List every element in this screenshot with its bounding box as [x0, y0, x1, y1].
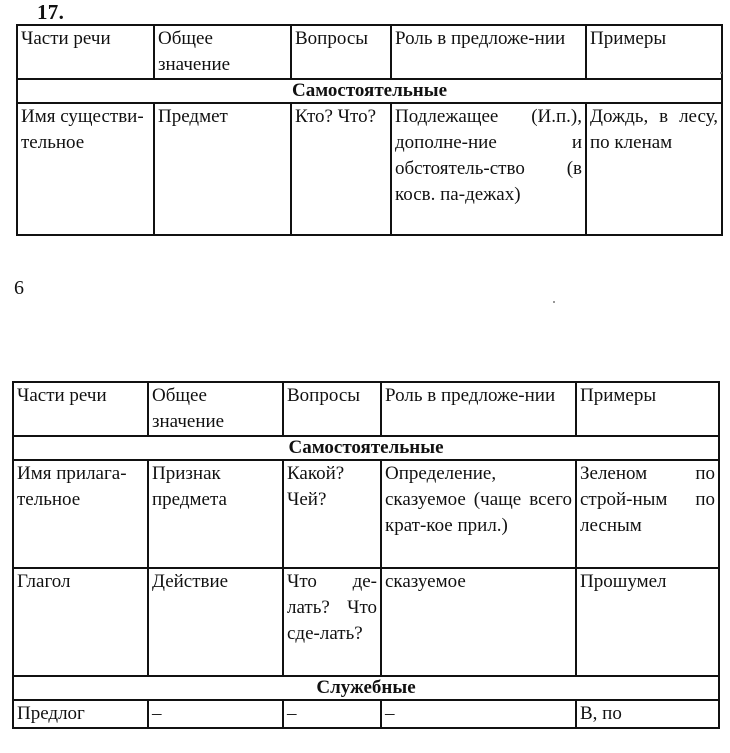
- cell-text: –: [385, 703, 395, 724]
- cell-text: Что де-лать? Что сде-лать?: [287, 571, 377, 644]
- header-cell-part-of-speech: [17, 25, 154, 79]
- header-cell-role: [391, 25, 586, 79]
- cell-text: –: [287, 703, 297, 724]
- cell-meaning: [154, 103, 291, 235]
- cell-text: сказуемое: [385, 571, 466, 592]
- cell-text: Признак предмета: [152, 463, 227, 510]
- cell-text: Имя существи-тельное: [21, 106, 144, 153]
- table-header-row: [17, 25, 722, 79]
- cell-examples: [576, 460, 719, 568]
- cell-meaning: [148, 700, 283, 728]
- section-title: Самостоятельные: [13, 436, 719, 460]
- cell-questions: [283, 700, 381, 728]
- exercise-number: 17.: [37, 0, 65, 24]
- parts-of-speech-table-2: [12, 381, 720, 729]
- section-title: Самостоятельные: [17, 79, 722, 103]
- header-cell-meaning: [154, 25, 291, 79]
- cell-text: Кто? Что?: [295, 106, 377, 127]
- cell-text: Предлог: [17, 703, 85, 724]
- parts-of-speech-table-1: [16, 24, 723, 236]
- header-text: Общее значение: [158, 28, 231, 75]
- cell-text: Предмет: [158, 106, 228, 127]
- table-row: [13, 568, 719, 676]
- section-title: Служебные: [13, 676, 719, 700]
- header-cell-part-of-speech: [13, 382, 148, 436]
- cell-text: –: [152, 703, 162, 724]
- cell-questions: [283, 460, 381, 568]
- cell-text: Какой? Чей?: [287, 463, 345, 510]
- header-text: Вопросы: [295, 28, 369, 49]
- header-cell-meaning: [148, 382, 283, 436]
- cell-part-of-speech: [13, 460, 148, 568]
- cell-text: Действие: [152, 571, 229, 592]
- scan-speck: [553, 301, 555, 303]
- cell-text: Зеленом по строй-ным по лесным: [580, 463, 715, 536]
- header-cell-examples: [586, 25, 722, 79]
- header-text: Примеры: [580, 385, 657, 406]
- header-text: Общее значение: [152, 385, 225, 432]
- table-row: [13, 700, 719, 728]
- cell-text: Имя прилага-тельное: [17, 463, 127, 510]
- cell-part-of-speech: [17, 103, 154, 235]
- cell-role: [381, 460, 576, 568]
- header-text: Части речи: [21, 28, 111, 49]
- header-cell-examples: [576, 382, 719, 436]
- cell-meaning: [148, 568, 283, 676]
- scan-speck: [720, 72, 722, 74]
- table-row: [13, 460, 719, 568]
- header-cell-role: [381, 382, 576, 436]
- cell-text: Глагол: [17, 571, 71, 592]
- cell-examples: [576, 568, 719, 676]
- cell-meaning: [148, 460, 283, 568]
- cell-text: Дождь, в лесу, по кленам: [590, 106, 718, 153]
- table-row: [17, 103, 722, 235]
- cell-part-of-speech: [13, 700, 148, 728]
- cell-questions: [283, 568, 381, 676]
- header-text: Роль в предложе-нии: [385, 385, 556, 406]
- cell-examples: [586, 103, 722, 235]
- header-text: Роль в предложе-нии: [395, 28, 566, 49]
- cell-role: [381, 700, 576, 728]
- cell-questions: [291, 103, 391, 235]
- header-cell-questions: [291, 25, 391, 79]
- header-text: Части речи: [17, 385, 107, 406]
- cell-role: [381, 568, 576, 676]
- header-text: Примеры: [590, 28, 667, 49]
- table-header-row: [13, 382, 719, 436]
- cell-text: Определение, сказуемое (чаще всего крат-кое прил.): [385, 463, 572, 536]
- section-row: [13, 676, 719, 700]
- header-text: Вопросы: [287, 385, 361, 406]
- page-number: 6: [14, 277, 24, 299]
- cell-text: В, по: [580, 703, 622, 724]
- header-cell-questions: [283, 382, 381, 436]
- cell-text: Прошумел: [580, 571, 667, 592]
- cell-examples: [576, 700, 719, 728]
- section-row: [17, 79, 722, 103]
- section-row: [13, 436, 719, 460]
- cell-part-of-speech: [13, 568, 148, 676]
- cell-text: Подлежащее (И.п.), дополне-ние и обстоятель-ство (в косв. па-дежах): [395, 106, 582, 205]
- cell-role: [391, 103, 586, 235]
